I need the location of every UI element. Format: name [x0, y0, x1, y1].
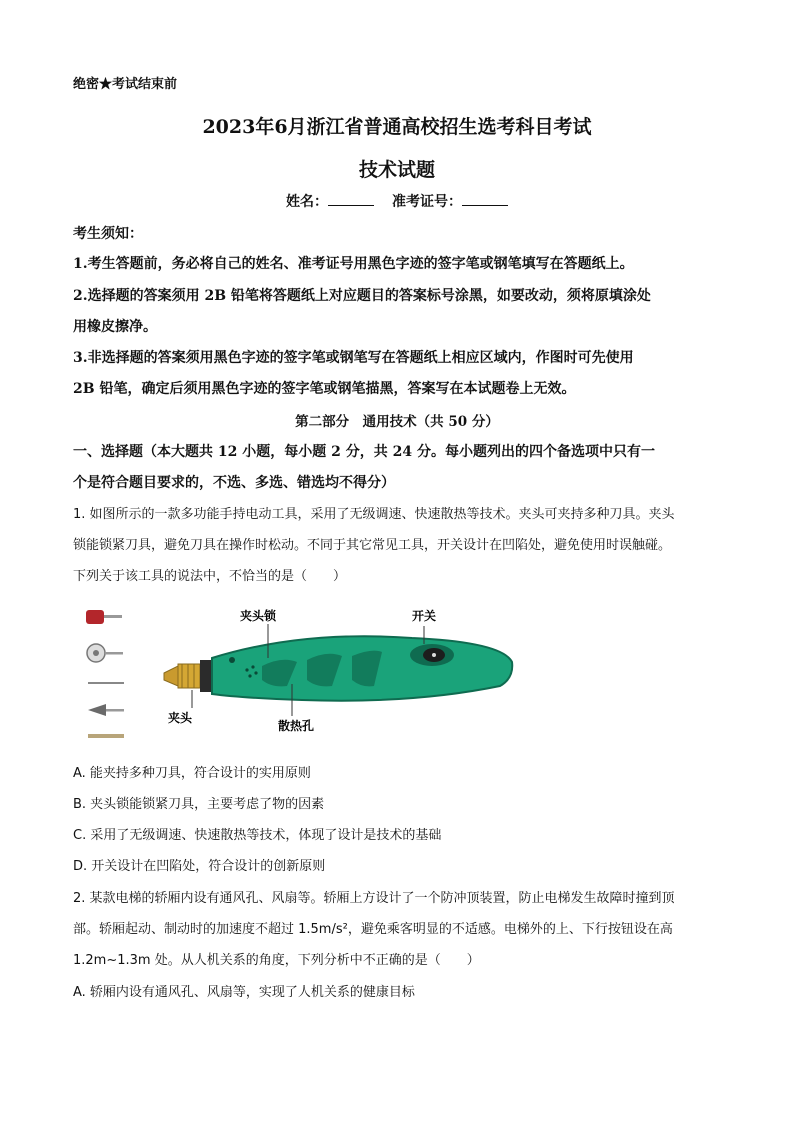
q1-option-d: D. 开关设计在凹陷处，符合设计的创新原则 [73, 859, 326, 874]
sanding-drum-bit-icon [86, 610, 122, 624]
rotary-tool-illustration [82, 600, 522, 750]
tool-body [212, 636, 512, 701]
id-blank [462, 193, 508, 206]
notice-line-3a: 3.非选择题的答案须用黑色字迹的签字笔或钢笔写在答题纸上相应区域内，作图时可先使用 [73, 350, 634, 366]
switch-icon [410, 644, 454, 666]
label-chuck: 夹头 [168, 711, 193, 725]
accessory-bits [86, 610, 124, 738]
grinding-stone-bit-icon [88, 704, 124, 716]
q1-option-b: B. 夹头锁能锁紧刀具，主要考虑了物的因素 [73, 797, 325, 812]
notice-line-1: 1.考生答题前，务必将自己的姓名、准考证号用黑色字迹的签字笔或钢笔填写在答题纸上。 [73, 256, 634, 272]
name-label: 姓名： [286, 194, 328, 210]
chuck-lock-icon [229, 657, 235, 663]
drill-bit-icon [88, 734, 124, 738]
q2-line-2: 部。轿厢起动、制动时的加速度不超过 1.5m/s²，避免乘客明显的不适感。电梯外的上、下行按钮设在高 [73, 922, 673, 937]
q1-line-3: 下列关于该工具的说法中，不恰当的是（ ） [73, 569, 347, 584]
label-vent: 散热孔 [278, 719, 315, 733]
q1-option-c: C. 采用了无级调速、快速散热等技术，体现了设计是技术的基础 [73, 828, 442, 843]
cutting-wheel-bit-icon [87, 644, 123, 662]
notice-line-2b: 用橡皮擦净。 [73, 319, 157, 335]
q1-line-1: 1. 如图所示的一款多功能手持电动工具，采用了无级调速、快速散热等技术。夹头可夹持多种刀具。夹头 [73, 507, 675, 522]
q2-option-a: A. 轿厢内设有通风孔、风扇等，实现了人机关系的健康目标 [73, 985, 415, 1000]
candidate-info [0, 191, 794, 211]
notice-line-2a: 2.选择题的答案须用 2B 铅笔将答题纸上对应题目的答案标号涂黑，如要改动，须将原填涂处 [73, 288, 651, 304]
id-label: 准考证号： [392, 194, 462, 210]
exam-subtitle: 技术试题 [358, 159, 435, 181]
section-part-title: 第二部分 通用技术（共 50 分） [295, 414, 499, 430]
notice-line-3b: 2B 铅笔，确定后须用黑色字迹的签字笔或钢笔描黑，答案写在本试题卷上无效。 [73, 381, 576, 397]
q2-line-1: 2. 某款电梯的轿厢内设有通风孔、风扇等。轿厢上方设计了一个防冲顶装置，防止电梯发生故障时撞到顶 [73, 891, 675, 906]
confidential-mark: 绝密★考试结束前 [73, 77, 178, 92]
section-heading-b: 个是符合题目要求的，不选、多选、错选均不得分） [73, 475, 395, 491]
label-chuck-lock: 夹头锁 [240, 609, 277, 623]
q1-figure [82, 600, 522, 750]
q1-line-2: 锁能锁紧刀具，避免刀具在操作时松动。不同于其它常见工具，开关设计在凹陷处，避免使用时误触碰。 [73, 538, 672, 553]
engraving-bit-icon [88, 682, 124, 684]
exam-title: 2023年6月浙江省普通高校招生选考科目考试 [202, 116, 592, 138]
name-blank [328, 193, 374, 206]
chuck-icon [164, 660, 212, 692]
label-switch: 开关 [412, 609, 437, 623]
q2-line-3: 1.2m~1.3m 处。从人机关系的角度，下列分析中不正确的是（ ） [73, 953, 480, 968]
q1-option-a: A. 能夹持多种刀具，符合设计的实用原则 [73, 766, 311, 781]
section-heading-a: 一、选择题（本大题共 12 小题，每小题 2 分，共 24 分。每小题列出的四个备选项中只有一 [73, 444, 655, 460]
notice-heading: 考生须知： [73, 226, 143, 242]
